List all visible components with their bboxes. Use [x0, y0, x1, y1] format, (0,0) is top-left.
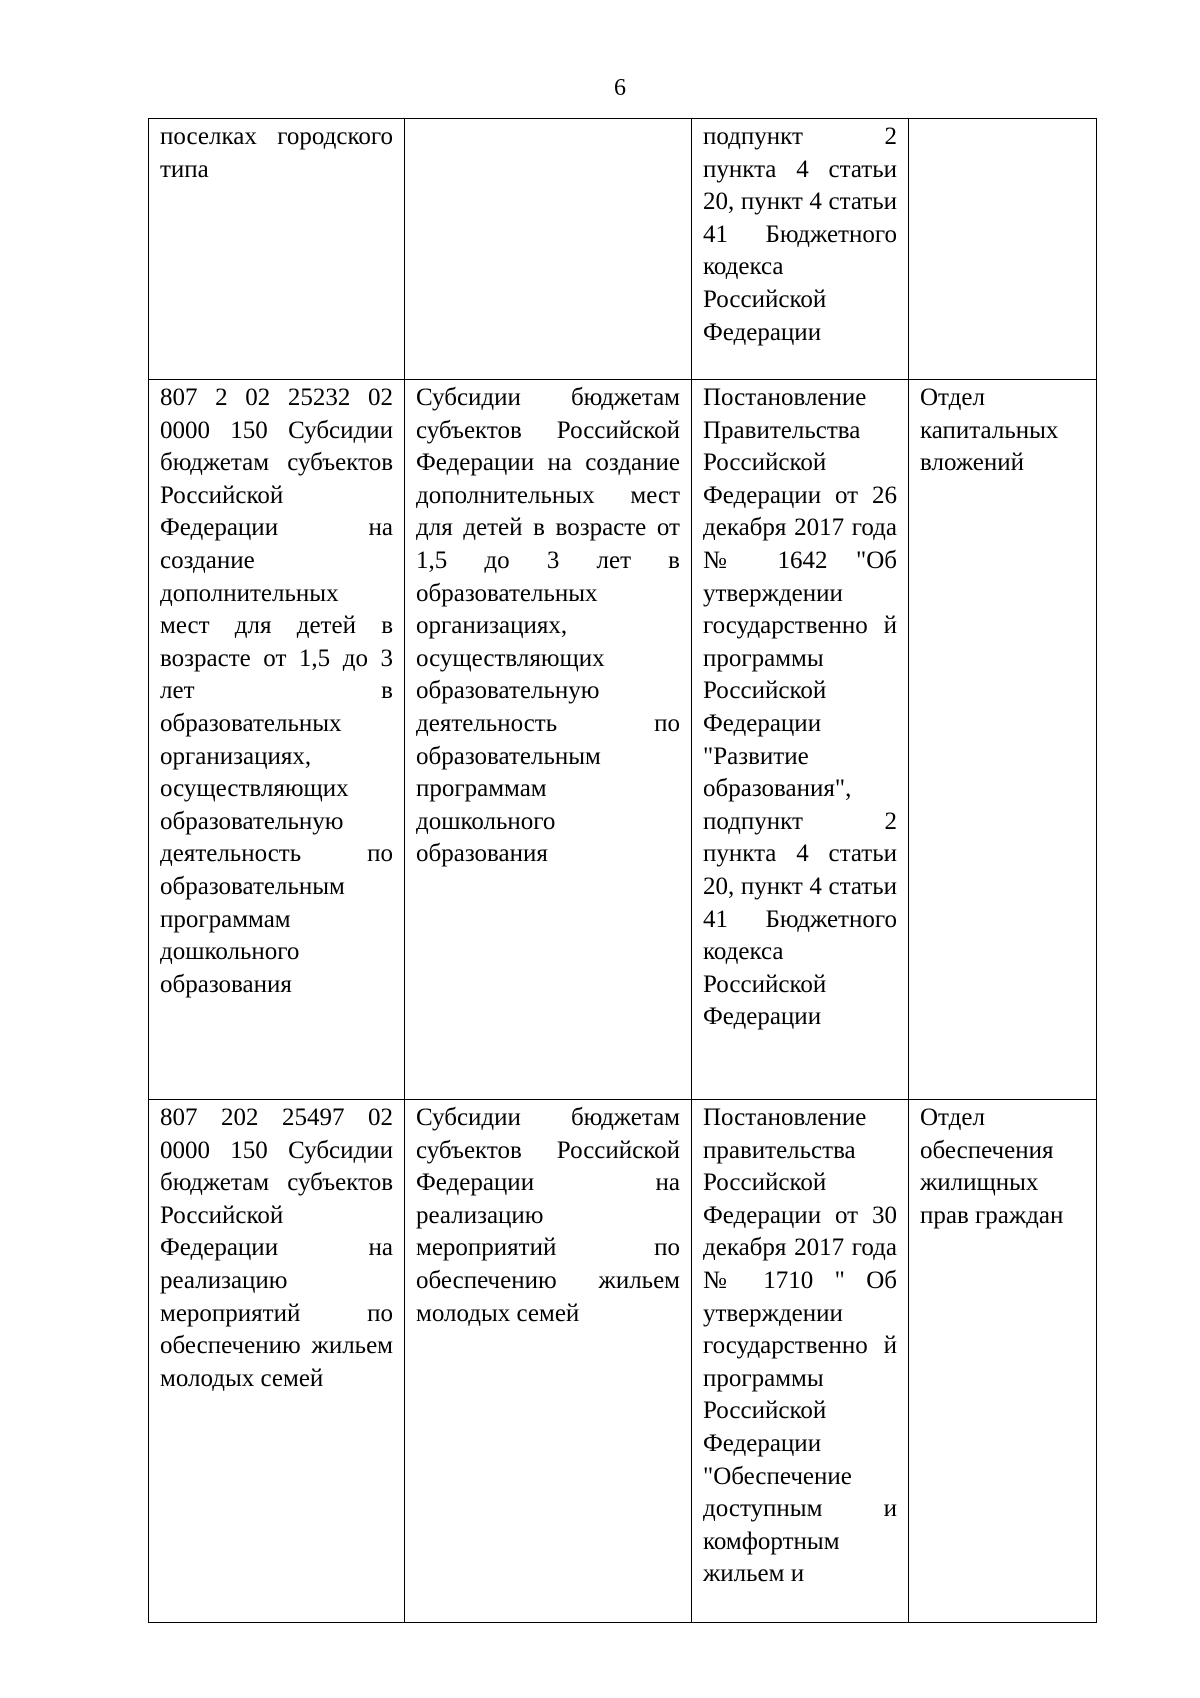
- department-cell: [909, 1100, 1097, 1623]
- code-and-name-cell: [149, 119, 405, 380]
- page-number: 6: [614, 75, 626, 101]
- legal-basis-text: Постановление Правительства Российской Федерации от 26 декабря 2017 года № 1642 "Об утверждении государственно й программы Российской Федерации "Развитие образования", подпункт 2 пункта 4 статьи 20, пункт 4 статьи 41 Бюджетного кодекса Российской Федерации: [703, 384, 897, 1031]
- department-text: Отдел обеспечения жилищных прав граждан: [920, 1104, 1064, 1229]
- legal-basis-cell: [692, 1100, 909, 1623]
- legal-basis-cell: [692, 119, 909, 380]
- code-and-name-text: 807 2 02 25232 02 0000 150 Субсидии бюджетам субъектов Российской Федерации на создание дополнительных мест для детей в возрасте от 1,5 до 3 лет в образовательных организациях, осуществляющих образовательную деятельность по образовательным программам дошкольного образования: [160, 384, 393, 998]
- legal-basis-text: подпункт 2 пункта 4 статьи 20, пункт 4 статьи 41 Бюджетного кодекса Российской Федерации: [703, 123, 897, 346]
- code-and-name-text: поселках городского типа: [160, 123, 393, 183]
- description-cell: [405, 119, 692, 380]
- code-and-name-cell: [149, 1100, 405, 1623]
- code-and-name-text: 807 202 25497 02 0000 150 Субсидии бюджетам субъектов Российской Федерации на реализацию мероприятий по обеспечению жильем молодых семей: [160, 1104, 393, 1392]
- budget-revenue-table: [148, 118, 1097, 1623]
- table-row: [149, 380, 1097, 1100]
- legal-basis-text: Постановление правительства Российской Федерации от 30 декабря 2017 года № 1710 " Об утверждении государственно й программы Российской Федерации "Обеспечение доступным и комфортным жильем и: [703, 1104, 897, 1588]
- description-text: Субсидии бюджетам субъектов Российской Федерации на создание дополнительных мест для детей в возрасте от 1,5 до 3 лет в образовательных организациях, осуществляющих образовательную деятельность по образовательным программам дошкольного образования: [416, 384, 680, 868]
- department-text: Отдел капитальных вложений: [920, 384, 1059, 477]
- description-text: Субсидии бюджетам субъектов Российской Федерации на реализацию мероприятий по обеспечению жильем молодых семей: [416, 1104, 680, 1327]
- description-cell: [405, 380, 692, 1100]
- department-cell: [909, 119, 1097, 380]
- table-row: [149, 119, 1097, 380]
- description-cell: [405, 1100, 692, 1623]
- table-row: [149, 1100, 1097, 1623]
- department-cell: [909, 380, 1097, 1100]
- code-and-name-cell: [149, 380, 405, 1100]
- legal-basis-cell: [692, 380, 909, 1100]
